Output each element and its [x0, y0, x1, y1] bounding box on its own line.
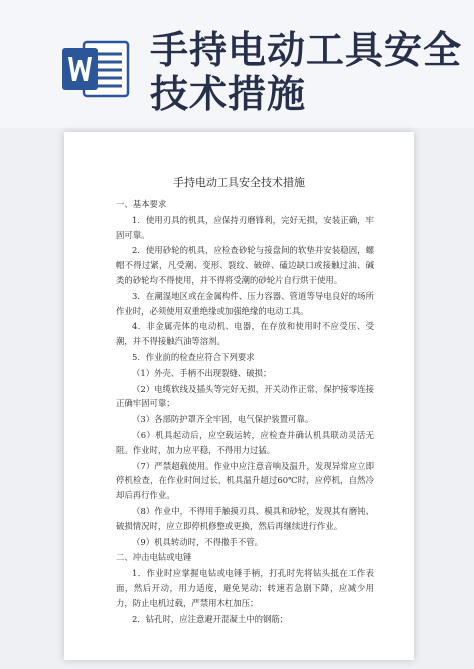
- paragraph: （1）外壳、手柄不出现裂缝、破损；: [132, 367, 272, 378]
- paragraph: （2）电缆软线及插头等完好无损，开关动作正常，保护接零连接正确牢固可靠；: [116, 383, 374, 409]
- paragraph: 1．使用刃具的机具，应保持刃磨锋利，完好无损，安装正确，牢固可靠。: [116, 214, 374, 240]
- title-line-2: 技术措施: [150, 72, 307, 116]
- paragraph: 2．钻孔时，应注意避开混凝土中的钢筋；: [132, 613, 289, 624]
- title-line-1: 手持电动工具安全: [150, 28, 463, 72]
- paragraph: （6）机具起动后，应空载运转，应检查并确认机具联动灵活无阻。作业时，加力应平稳，不得用力过猛。: [116, 429, 374, 455]
- page-title: [150, 28, 462, 116]
- document-body: [116, 196, 374, 626]
- section-heading: 一、基本要求: [116, 199, 167, 209]
- paragraph: （3）各部防护罩齐全牢固，电气保护装置可靠。: [132, 414, 314, 425]
- word-document-icon: [62, 40, 130, 98]
- page-header: [0, 0, 474, 128]
- section-heading: 二、冲击电钻或电锤: [116, 552, 192, 563]
- paragraph: 2．使用砂轮的机具，应检查砂轮与接盘间的软垫并安装稳固，螺帽不得过紧，凡受潮、变形、裂纹、破碎、磕边缺口或接触过油、碱类的砂轮均不得使用，并不得将受潮的砂轮片自行烘干使用。: [116, 245, 374, 285]
- document-page: [64, 132, 414, 660]
- paragraph: 1．作业时应掌握电钻或电锤手柄，打孔时先将钻头抵在工作表面，然后开动，用力适度，避免晃动；转速若急剧下降，应减少用力，防止电机过载，严禁用木杠加压；: [116, 568, 374, 608]
- paragraph: （9）机具转动时，不得撒手不管。: [132, 536, 263, 547]
- paragraph: （7）严禁超载使用。作业中应注意音响及温升，发现异常应立即停机检查，在作业时间过长，机具温升超过60℃时，应停机，自然冷却后再行作业。: [116, 460, 374, 501]
- paragraph: 3．在潮湿地区或在金属构件、压力容器、管道等导电良好的场所作业时，必须使用双重绝缘或加强绝缘的电动工具。: [116, 290, 374, 316]
- paragraph: （8）作业中，不得用手触摸刃具、模具和砂轮，发现其有磨钝、破损情况时，应立即停机修整或更换，然后再继续进行作业。: [116, 505, 374, 531]
- paragraph: 4．非金属壳体的电动机、电器，在存放和使用时不应受压、受潮，并不得接触汽油等溶剂。: [116, 321, 374, 347]
- paragraph: 5．作业前的检查应符合下列要求: [132, 351, 255, 362]
- document-title: 手持电动工具安全技术措施: [173, 176, 305, 189]
